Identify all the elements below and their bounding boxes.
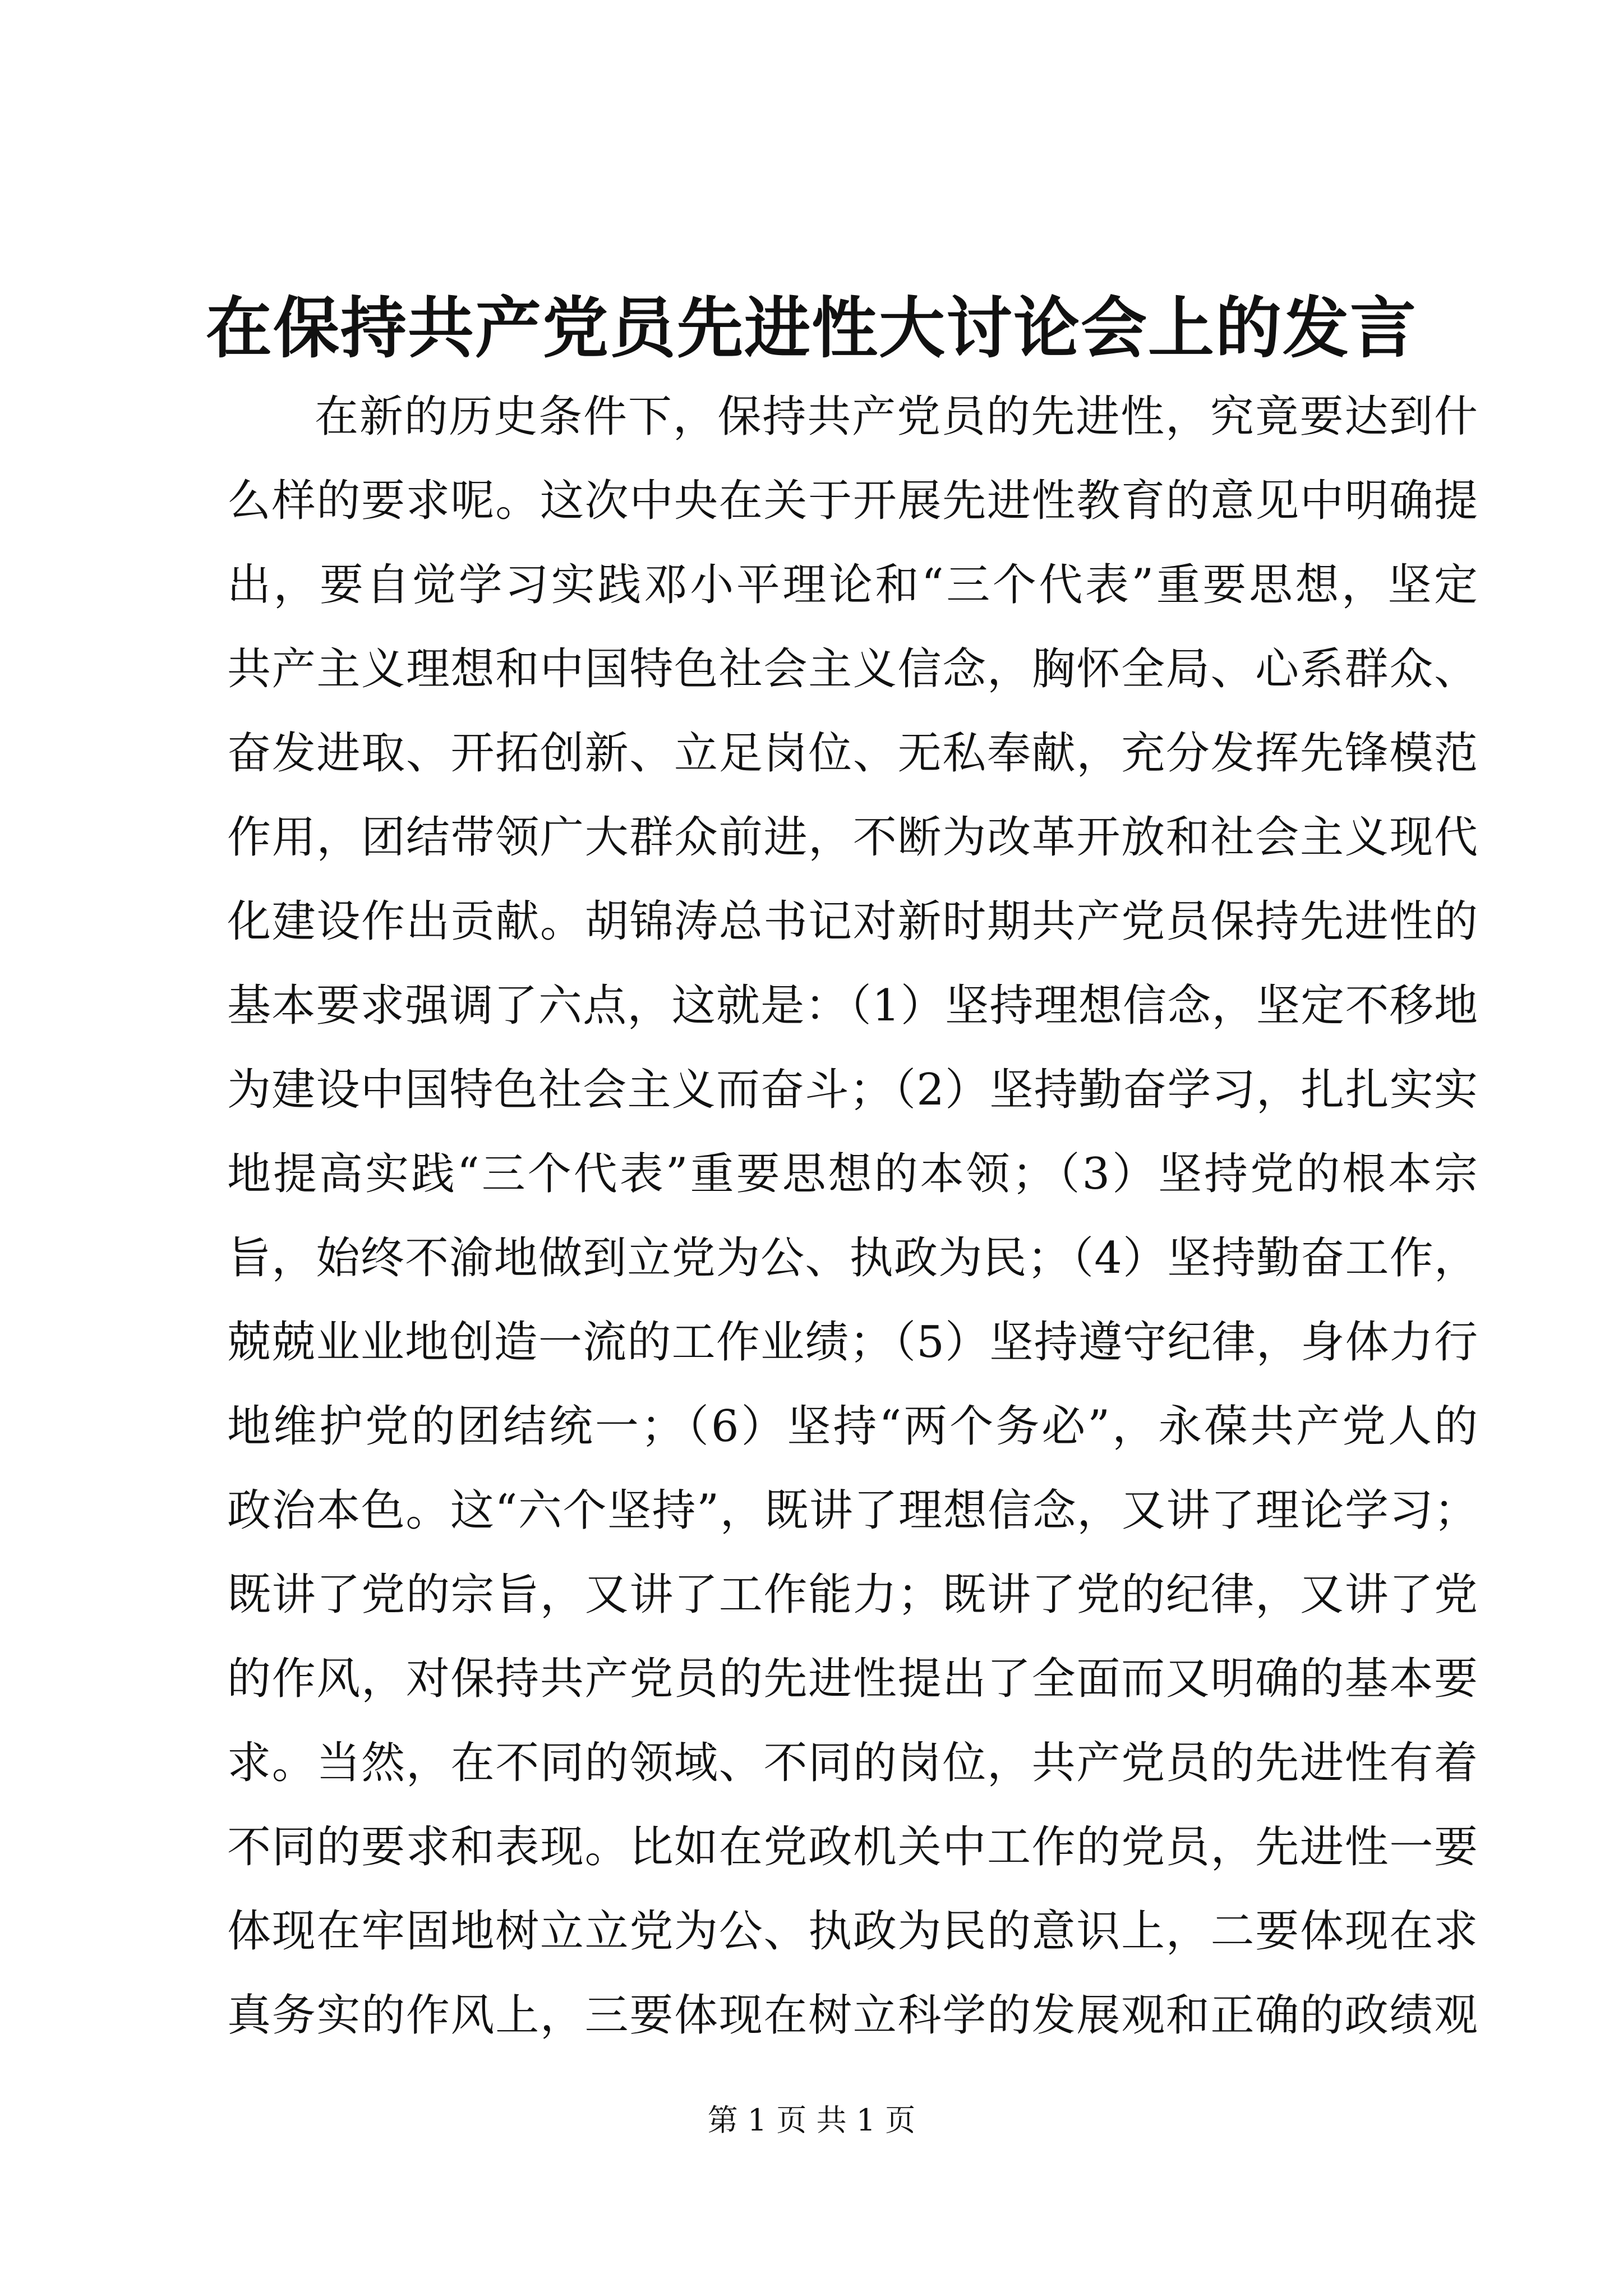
body-line: 为建设中国特色社会主义而奋斗；（2）坚持勤奋学习，扎扎实实	[227, 1065, 1478, 1115]
body-line: 基本要求强调了六点，这就是：（1）坚持理想信念，坚定不移地	[227, 981, 1478, 1031]
body-line: 作用，团结带领广大群众前进，不断为改革开放和社会主义现代	[227, 812, 1478, 863]
body-line: 不同的要求和表现。比如在党政机关中工作的党员，先进性一要	[227, 1822, 1478, 1872]
body-line: 地提高实践“三个代表”重要思想的本领；（3）坚持党的根本宗	[227, 1149, 1478, 1199]
body-line: 出，要自觉学习实践邓小平理论和“三个代表”重要思想，坚定	[227, 560, 1478, 610]
body-line: 的作风，对保持共产党员的先进性提出了全面而又明确的基本要	[227, 1654, 1478, 1704]
body-line: 共产主义理想和中国特色社会主义信念，胸怀全局、心系群众、	[227, 644, 1478, 694]
document-body	[227, 375, 1478, 2058]
document-title: 在保持共产党员先进性大讨论会上的发言	[205, 289, 1417, 367]
body-line: 化建设作出贡献。胡锦涛总书记对新时期共产党员保持先进性的	[227, 896, 1478, 947]
body-line: 求。当然，在不同的领域、不同的岗位，共产党员的先进性有着	[227, 1738, 1478, 1788]
body-line: 奋发进取、开拓创新、立足岗位、无私奉献，充分发挥先锋模范	[227, 728, 1478, 779]
body-line: 既讲了党的宗旨，又讲了工作能力；既讲了党的纪律，又讲了党	[227, 1570, 1478, 1620]
body-line: 兢兢业业地创造一流的工作业绩；（5）坚持遵守纪律，身体力行	[227, 1317, 1478, 1368]
body-line: 地维护党的团结统一；（6）坚持“两个务必”，永葆共产党人的	[227, 1401, 1478, 1452]
body-line: 旨，始终不渝地做到立党为公、执政为民；（4）坚持勤奋工作，	[227, 1233, 1478, 1283]
body-line: 真务实的作风上，三要体现在树立科学的发展观和正确的政绩观	[227, 1990, 1478, 2041]
body-line: 在新的历史条件下，保持共产党员的先进性，究竟要达到什	[315, 392, 1478, 442]
page-footer: 第 1 页 共 1 页	[707, 2102, 916, 2138]
body-line: 政治本色。这“六个坚持”，既讲了理想信念，又讲了理论学习；	[227, 1485, 1478, 1536]
body-line: 体现在牢固地树立立党为公、执政为民的意识上，二要体现在求	[227, 1906, 1478, 1957]
body-line: 么样的要求呢。这次中央在关于开展先进性教育的意见中明确提	[227, 476, 1478, 526]
